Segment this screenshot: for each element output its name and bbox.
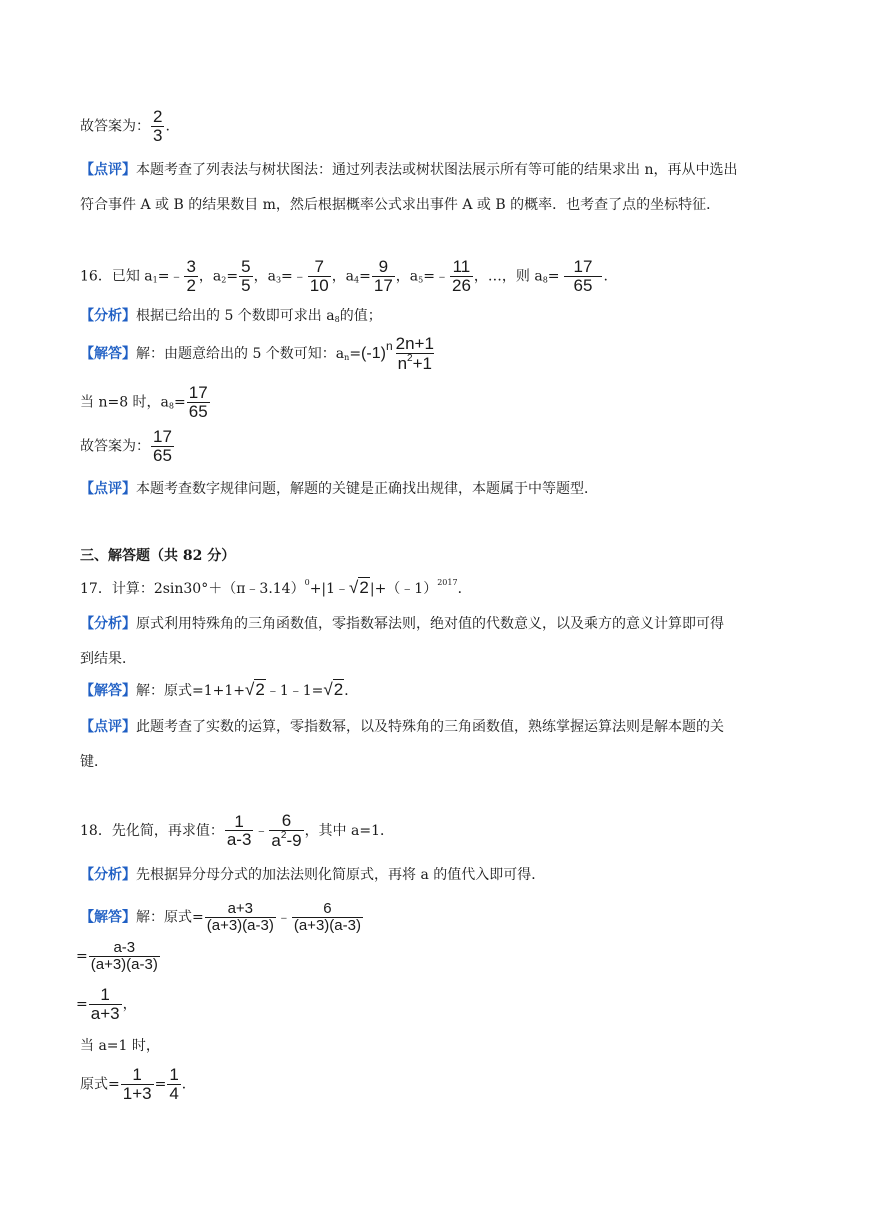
fenxi-tag: 【分析】 (80, 867, 136, 883)
formula-fraction: $\frac{2n+1}{n^2+1}$ (395, 334, 434, 373)
q17-fenxi-line2: 到结果． (80, 651, 136, 667)
prev-dianping-line1 (80, 159, 737, 179)
q16-when: 当 n=8 时，$a_8=$ $\frac{17}{65}$ (80, 383, 208, 421)
fraction: $\frac{1}{1+3}$ (122, 1065, 152, 1103)
prev-dianping-line2 (80, 194, 720, 214)
fraction: $\frac{11}{26}$ (451, 257, 471, 295)
dianping-text: 符合事件 A 或 B 的结果数目 m，然后根据概率公式求出事件 A 或 B 的概率．也考查了点的坐标特征． (80, 197, 721, 213)
q18-step3: = $\frac{1}{a+3}$ ， (76, 985, 137, 1023)
q17-dianping-line1: 【点评】此题考查了实数的运算，零指数幂，以及特殊角的三角函数值，熟练掌握运算法则是解本题的关 (80, 719, 724, 735)
fraction: $\frac{3}{2}$ (186, 257, 196, 295)
q18-fenxi: 【分析】先根据异分母分式的加法法则化简原式，再将 a 的值代入即可得． (80, 867, 546, 883)
section-heading: 三、解答题（共 82 分） (80, 548, 236, 564)
fraction: $\frac{2}{3}$ (153, 107, 163, 145)
q18-when: 当 a=1 时， (80, 1038, 160, 1054)
q16-fenxi: 【分析】根据已给出的 5 个数即可求出 $a_8$的值； (80, 308, 382, 324)
dianping-text: 本题考查了列表法与树状图法：通过列表法或树状图法展示所有等可能的结果求出 n，再从中选出 (136, 162, 738, 178)
fraction: $\frac{6}{a^2-9}$ (271, 811, 302, 850)
q18-statement: 18．先化简，再求值： $\frac{1}{a-3}$ ﹣ $\frac{6}{a^2-9}$ ，其中 a=1． (80, 811, 394, 850)
q18-jieda: 【解答】解：原式= $\frac{a+3}{(a+3)(a-3)}$ ﹣ $\frac{6}{(a+3)(a-3)}$ (80, 900, 361, 934)
fraction: $\frac{5}{5}$ (241, 257, 251, 295)
prev-answer-line: 故答案为： $\frac{2}{3}$ . (80, 107, 170, 145)
q17-jieda: 【解答】解：原式=1+1+√2﹣1﹣1=√2． (80, 680, 359, 699)
jieda-tag: 【解答】 (80, 683, 136, 699)
jieda-tag: 【解答】 (80, 909, 136, 926)
fenxi-tag: 【分析】 (80, 308, 136, 324)
dianping-tag: 【点评】 (80, 162, 136, 178)
q16-dianping: 【点评】本题考查数字规律问题，解题的关键是正确找出规律，本题属于中等题型． (80, 481, 598, 497)
fenxi-tag: 【分析】 (80, 616, 136, 632)
fraction: $\frac{a-3}{(a+3)(a-3)}$ (90, 939, 158, 973)
q16-statement: 16．已知 $a_1=﹣$ $\frac{3}{2}$ ，$a_2=$ $\frac{5}{5}$ ，$a_3=﹣$ $\frac{7}{10}$ ，$a_4=$ $\frac{9}{17}$ ，$a_5=﹣$ $\frac{11}{26}$ ，…，则 $a_8=$ $\frac{17}{65}$ . (80, 257, 608, 295)
fraction: $\frac{17}{65}$ (153, 427, 172, 465)
sqrt: √2 (349, 578, 369, 597)
fraction: $\frac{a+3}{(a+3)(a-3)}$ (206, 900, 274, 934)
sqrt: √2 (323, 680, 344, 699)
q17-fenxi-line1: 【分析】原式利用特殊角的三角函数值，零指数幂法则，绝对值的代数意义，以及乘方的意义计算即可得 (80, 616, 724, 632)
answer-fraction: $\frac{17}{65}$ (564, 258, 603, 295)
q16-answer: 故答案为： $\frac{17}{65}$ (80, 427, 172, 465)
fraction: $\frac{7}{10}$ (309, 257, 329, 295)
fraction: $\frac{17}{65}$ (188, 383, 208, 421)
fraction: $\frac{1}{4}$ (169, 1065, 179, 1103)
fraction: $\frac{1}{a+3}$ (90, 985, 120, 1023)
dianping-tag: 【点评】 (80, 719, 136, 735)
q17-statement: 17．计算：2sin30°＋（π﹣3.14）$^0$+|1﹣√2|+（﹣1）$^{2017}$． (80, 578, 472, 597)
fraction: $\frac{6}{(a+3)(a-3)}$ (293, 900, 361, 934)
fraction: $\frac{9}{17}$ (373, 257, 393, 295)
fraction: $\frac{1}{a-3}$ (226, 811, 252, 850)
q18-step2: = $\frac{a-3}{(a+3)(a-3)}$ (76, 939, 158, 973)
jieda-tag: 【解答】 (80, 345, 136, 362)
q17-dianping-line2: 键． (80, 754, 108, 770)
q16-jieda: 【解答】解：由题意给出的 5 个数可知：$a_n=(-1)n$ $\frac{2n+1}{n^2+1}$ (80, 334, 434, 373)
answer-label: 故答案为： (80, 118, 150, 135)
dianping-tag: 【点评】 (80, 481, 136, 497)
sqrt: √2 (245, 680, 265, 699)
q18-final: 原式= $\frac{1}{1+3}$ = $\frac{1}{4}$ ． (80, 1065, 196, 1103)
